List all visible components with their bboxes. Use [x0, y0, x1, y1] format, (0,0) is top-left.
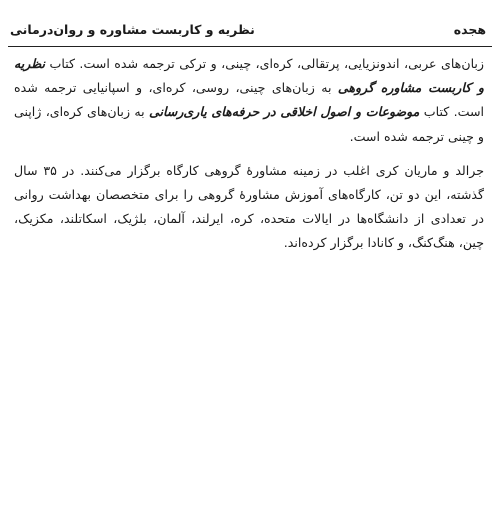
paragraph-workshops: جرالد و ماریان کری اغلب در زمینه مشاورهٔ گروهی کارگاه برگزار می‌کنند. در ۳۵ سال گذشته، این دو تن، کارگاه‌های آموزش مشاورهٔ گروهی را برای متخصصان بهداشت روانی در تعدادی از دانشگاه‌ها در ایالات متحده، کره، ایرلند، آلمان، بلژیک، اسکاتلند، مکزیک، چین، هنگ‌کنگ، و کانادا برگزار کرده‌اند.: [14, 162, 484, 251]
book-title-ethics: موضوعات و اصول اخلاقی در حرفه‌های یاری‌رسانی: [148, 104, 420, 120]
text-run: زبان‌های عربی، اندونزیایی، پرتقالی، کره‌ای، چینی، و ترکی ترجمه شده است. کتاب: [45, 56, 484, 71]
body-text: [14, 52, 484, 256]
paragraph-translations: [14, 52, 484, 149]
header-divider: [8, 46, 492, 47]
book-title-group-counseling: نظریه و کاربست مشاوره گروهی: [14, 56, 484, 96]
page-number: هجده: [453, 22, 486, 37]
running-header: [10, 20, 486, 40]
text-run: به زبان‌های کره‌ای، ژاپنی و چینی ترجمه شده است.: [14, 104, 484, 144]
text-run: به زبان‌های چینی، روسی، کره‌ای، و اسپانیایی ترجمه شده است. کتاب: [14, 80, 485, 120]
book-title: نظریه و کاربست مشاوره و روان‌درمانی: [10, 22, 255, 37]
